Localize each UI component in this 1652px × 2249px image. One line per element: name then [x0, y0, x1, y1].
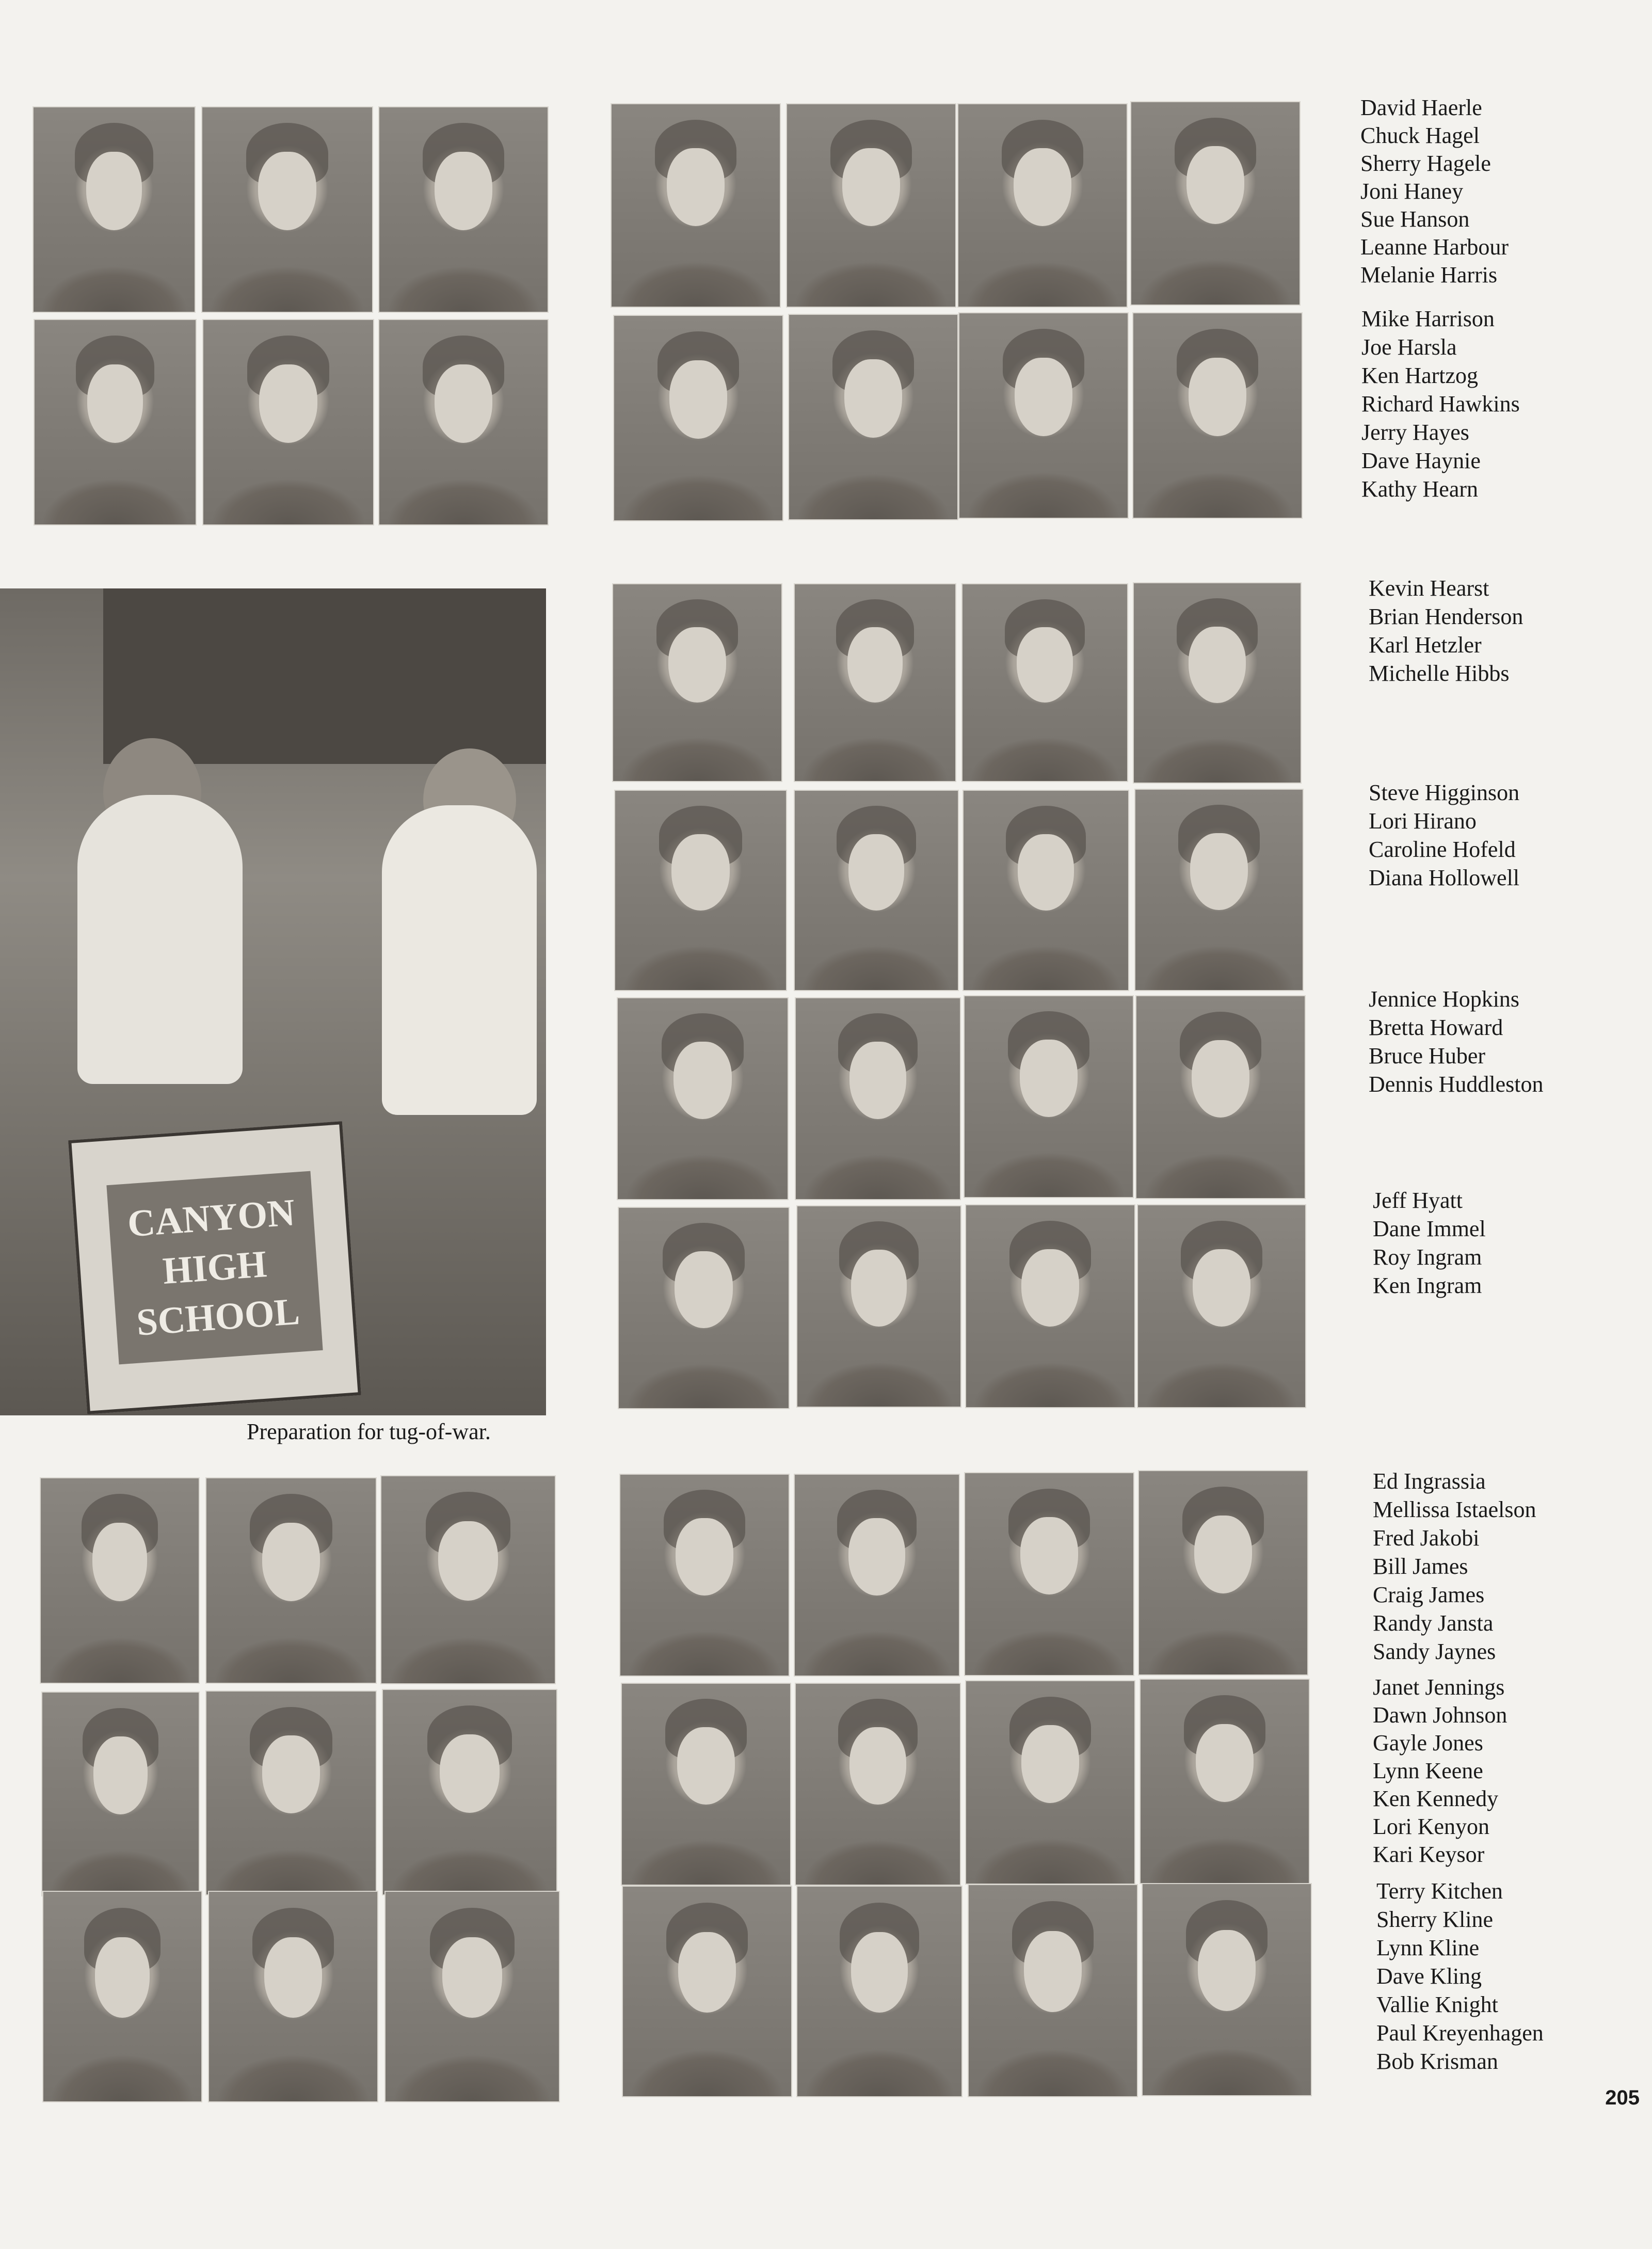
portrait — [1138, 1470, 1308, 1676]
portrait — [205, 1690, 377, 1895]
name-list — [1360, 94, 1509, 289]
portrait — [1135, 995, 1306, 1199]
student-name: Sherry Kline — [1376, 1907, 1494, 1932]
student-name: Kevin Hearst — [1369, 576, 1489, 601]
portrait — [613, 315, 783, 521]
student-name: Bob Krisman — [1376, 2049, 1498, 2074]
name-list — [1373, 1186, 1486, 1300]
portrait — [1130, 101, 1301, 306]
student-name: Joe Harsla — [1361, 334, 1457, 360]
student-name: Bill James — [1373, 1554, 1468, 1579]
portrait — [1132, 312, 1303, 519]
portrait — [41, 1692, 200, 1896]
student-name: Karl Hetzler — [1369, 632, 1482, 658]
student-name: Lori Hirano — [1369, 808, 1477, 834]
portrait — [378, 106, 549, 313]
portrait — [1140, 1679, 1310, 1884]
student-name: Jeff Hyatt — [1373, 1188, 1463, 1213]
student-name: Vallie Knight — [1376, 1992, 1498, 2017]
student-name: Randy Jansta — [1373, 1610, 1494, 1636]
student-name: Richard Hawkins — [1361, 391, 1520, 417]
student-name: Melanie Harris — [1360, 262, 1498, 288]
student-name: Dave Kling — [1376, 1964, 1482, 1989]
name-list — [1369, 778, 1519, 892]
name-list — [1373, 1467, 1536, 1666]
student-name: Brian Henderson — [1369, 604, 1523, 629]
photo-caption: Preparation for tug-of-war. — [247, 1419, 491, 1444]
portrait — [384, 1891, 560, 2102]
portrait — [957, 103, 1128, 308]
student-name: Steve Higginson — [1369, 780, 1520, 805]
student-name: Kathy Hearn — [1361, 476, 1479, 502]
student-name: Leanne Harbour — [1360, 234, 1509, 260]
portrait — [380, 1475, 556, 1684]
student-name: Chuck Hagel — [1360, 123, 1480, 148]
student-name: Lynn Kline — [1376, 1935, 1480, 1960]
student-name: Dennis Huddleston — [1369, 1072, 1544, 1097]
portrait — [617, 997, 789, 1200]
portrait — [1137, 1204, 1306, 1408]
portrait — [33, 106, 196, 313]
portrait — [201, 106, 373, 313]
student-name: Jennice Hopkins — [1369, 986, 1520, 1012]
student-name: Fred Jakobi — [1373, 1525, 1480, 1551]
portrait — [796, 1886, 963, 2097]
portrait — [795, 997, 961, 1200]
portrait — [795, 1683, 961, 1886]
portrait — [961, 583, 1128, 782]
student-name: Craig James — [1373, 1582, 1485, 1607]
student-name: Caroline Hofeld — [1369, 837, 1516, 862]
portrait — [965, 1204, 1135, 1408]
student-name: Joni Haney — [1360, 179, 1464, 204]
portrait — [1134, 789, 1304, 991]
student-name: David Haerle — [1360, 95, 1482, 120]
portrait — [965, 1680, 1135, 1885]
portrait — [612, 583, 782, 782]
tug-of-war-photo — [0, 588, 546, 1415]
student-name: Ken Hartzog — [1361, 363, 1479, 388]
page-number: 205 — [1605, 2086, 1640, 2109]
portrait — [42, 1891, 202, 2102]
portrait — [378, 319, 549, 525]
portrait — [786, 103, 956, 308]
portrait — [964, 1472, 1134, 1676]
portrait — [611, 103, 781, 308]
portrait — [622, 1886, 792, 2097]
student-name: Lori Kenyon — [1373, 1814, 1490, 1839]
portrait — [796, 1205, 961, 1408]
portrait — [621, 1683, 791, 1886]
name-list — [1369, 985, 1544, 1098]
student-name: Ken Ingram — [1373, 1273, 1482, 1298]
portrait — [794, 1474, 960, 1677]
student-name: Jerry Hayes — [1361, 420, 1469, 445]
portrait — [788, 314, 958, 520]
portrait — [968, 1884, 1138, 2097]
student-name: Ken Kennedy — [1373, 1786, 1499, 1811]
student-name: Bretta Howard — [1369, 1015, 1503, 1040]
student-name: Terry Kitchen — [1376, 1878, 1503, 1904]
name-list — [1361, 305, 1520, 503]
photo-sign-text: CANYON HIGH SCHOOL — [106, 1171, 323, 1365]
portrait — [34, 319, 197, 525]
portrait — [618, 1207, 790, 1409]
student-name: Dawn Johnson — [1373, 1702, 1507, 1728]
student-name: Janet Jennings — [1373, 1674, 1505, 1700]
student-name: Kari Keysor — [1373, 1842, 1485, 1867]
student-name: Dave Haynie — [1361, 448, 1481, 473]
portrait — [794, 583, 956, 782]
student-name: Diana Hollowell — [1369, 865, 1520, 890]
student-name: Paul Kreyenhagen — [1376, 2020, 1544, 2046]
name-list — [1373, 1673, 1507, 1869]
portrait — [963, 790, 1129, 991]
student-name: Ed Ingrassia — [1373, 1469, 1486, 1494]
portrait — [614, 790, 787, 991]
portrait — [619, 1474, 790, 1677]
student-name: Mike Harrison — [1361, 306, 1495, 331]
portrait — [202, 319, 374, 525]
portrait — [794, 790, 959, 991]
student-name: Michelle Hibbs — [1369, 661, 1510, 686]
student-name: Sandy Jaynes — [1373, 1639, 1496, 1664]
portrait — [1142, 1883, 1312, 2096]
student-name: Bruce Huber — [1369, 1043, 1486, 1068]
portrait — [964, 995, 1134, 1198]
name-list — [1376, 1877, 1544, 2076]
portrait — [40, 1477, 200, 1684]
portrait — [958, 312, 1129, 519]
name-list — [1369, 574, 1523, 688]
portrait — [205, 1477, 377, 1684]
portrait — [1133, 582, 1302, 784]
student-name: Lynn Keene — [1373, 1758, 1483, 1783]
student-name: Mellissa Istaelson — [1373, 1497, 1536, 1522]
student-name: Gayle Jones — [1373, 1730, 1483, 1756]
student-name: Sue Hanson — [1360, 206, 1470, 232]
portrait — [382, 1689, 557, 1895]
portrait — [208, 1891, 378, 2102]
student-name: Dane Immel — [1373, 1216, 1486, 1241]
student-name: Roy Ingram — [1373, 1245, 1482, 1270]
student-name: Sherry Hagele — [1360, 151, 1491, 176]
